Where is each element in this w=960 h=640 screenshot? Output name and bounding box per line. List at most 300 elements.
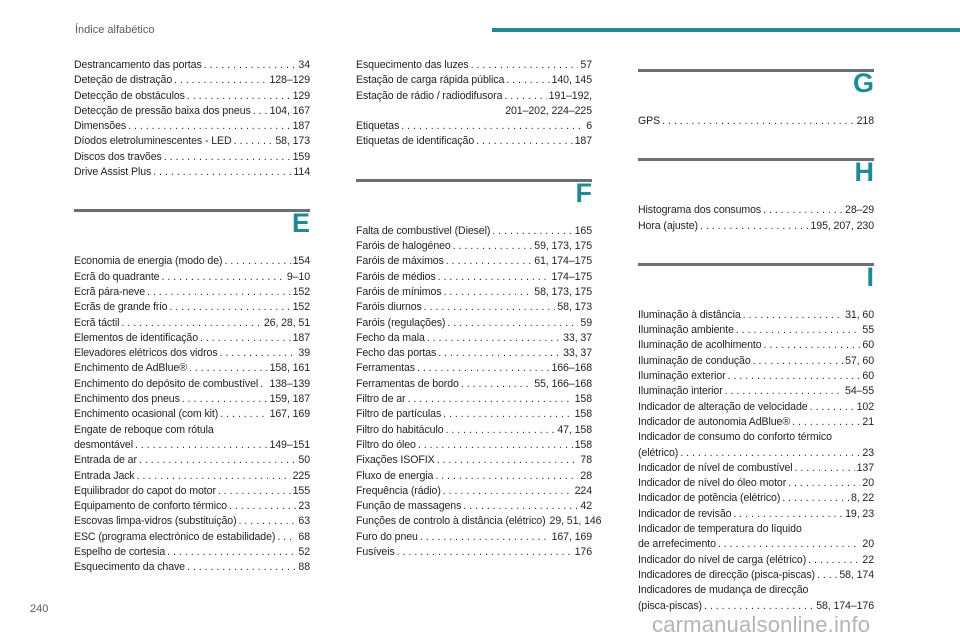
- index-entry-term: Economia de energia (modo de): [74, 255, 223, 268]
- dot-leader: [224, 254, 290, 269]
- index-entry: [356, 73, 592, 88]
- index-entry-row: [356, 58, 592, 73]
- index-entry-pages: 158: [574, 393, 592, 406]
- index-entry-row: [356, 499, 592, 514]
- section-divider: [638, 158, 874, 161]
- dot-leader: [397, 545, 573, 560]
- index-entry-pages: 9–10: [286, 270, 310, 283]
- index-entry: [74, 89, 310, 104]
- index-entry-pages: 174–175: [551, 270, 592, 283]
- dot-leader: [139, 453, 297, 468]
- index-entry-row: [638, 114, 874, 129]
- index-entry-term: Faróis de médios: [356, 270, 436, 283]
- dot-leader: [453, 239, 533, 254]
- dot-leader: [174, 73, 267, 88]
- index-entry: [356, 224, 592, 239]
- index-entry: [356, 484, 592, 499]
- index-entry-pages: 57: [580, 59, 592, 71]
- index-entry: [356, 58, 592, 73]
- index-entry: [638, 461, 874, 476]
- index-entry-row: [356, 224, 592, 239]
- index-entry: [74, 545, 310, 560]
- index-entry-pages: 22: [862, 553, 874, 566]
- index-entry-term: Filtro do óleo: [356, 438, 416, 451]
- dot-leader: [218, 484, 291, 499]
- dot-leader: [164, 150, 291, 165]
- dot-leader: [736, 323, 861, 338]
- index-entry: [74, 270, 310, 285]
- index-entry-term: Enchimento dos pneus: [74, 393, 180, 406]
- index-entry: [356, 239, 592, 254]
- index-entry-row: [638, 203, 874, 218]
- index-entry: [74, 392, 310, 407]
- index-entry-pages: 34: [298, 59, 310, 71]
- index-entry-pages: 176: [574, 546, 592, 559]
- index-entry: [74, 254, 310, 269]
- index-entry-row: [638, 384, 874, 399]
- index-entry-term: Indicador do nível de carga (elétrico): [638, 553, 807, 566]
- index-entry-row: [74, 545, 310, 560]
- dot-leader: [137, 469, 291, 484]
- index-entry: [638, 338, 874, 353]
- dot-leader: [407, 392, 572, 407]
- dot-leader: [447, 316, 578, 331]
- index-entry-row: [638, 400, 874, 415]
- dot-leader: [795, 461, 855, 476]
- index-entry-term: Ecrãs de grande frio: [74, 301, 168, 314]
- index-entry: [356, 499, 592, 514]
- index-entry-row: [74, 316, 310, 331]
- index-entry-pages: 68: [298, 530, 310, 543]
- index-entry-term: Indicador de nível do óleo motor: [638, 477, 787, 490]
- section-divider: [74, 209, 310, 212]
- index-entry-term: ESC (programa electrónico de estabilidade): [74, 530, 276, 543]
- index-entry: [74, 104, 310, 119]
- index-entry-pages: 224: [574, 484, 592, 497]
- dot-leader: [700, 219, 809, 234]
- dot-leader: [220, 407, 267, 422]
- index-entry: [74, 134, 310, 149]
- index-entry-row: [74, 453, 310, 468]
- index-entry-pages: 152: [292, 301, 310, 314]
- index-entry-term: Filtro do habitáculo: [356, 423, 444, 436]
- index-entry: [74, 150, 310, 165]
- index-entry-term: Função de massagens: [356, 500, 462, 513]
- index-entry: [356, 331, 592, 346]
- dot-leader: [420, 530, 550, 545]
- dot-leader: [504, 89, 546, 104]
- index-entry-term: Detecção de pressão baixa dos pneus: [74, 104, 251, 117]
- index-entry-term: Indicador de potência (elétrico): [638, 492, 781, 505]
- index-entry-term-line: Indicador de temperatura do líquido: [638, 523, 802, 536]
- dot-leader: [506, 73, 549, 88]
- index-entry: [356, 119, 592, 134]
- index-entry-row: [356, 469, 592, 484]
- index-entry: [356, 89, 592, 120]
- dot-leader: [817, 568, 837, 583]
- index-entry-row: [356, 73, 592, 88]
- index-entry-row: [74, 377, 310, 392]
- index-entry: [356, 545, 592, 560]
- index-entry-row: [638, 461, 874, 476]
- index-entry: [356, 285, 592, 300]
- index-entry: [74, 453, 310, 468]
- index-entry-term: Deteção de distração: [74, 74, 173, 87]
- index-entry: [74, 346, 310, 361]
- index-entry-row: [74, 119, 310, 134]
- watermark: carmanualsonline.info: [652, 612, 871, 637]
- index-entry: [74, 361, 310, 376]
- index-entry-row: [638, 507, 874, 522]
- index-entry-term: Indicador de revisão: [638, 507, 732, 520]
- index-entry: [356, 316, 592, 331]
- index-entry-row: [74, 104, 310, 119]
- index-entry: [356, 530, 592, 545]
- index-entry-term: Ecrã táctil: [74, 316, 120, 329]
- index-entry-row: [74, 346, 310, 361]
- dot-leader: [229, 499, 296, 514]
- index-entry-row: [356, 377, 592, 392]
- index-entry-row: [356, 316, 592, 331]
- index-entry-term: (pisca-piscas): [638, 599, 702, 612]
- index-entry-pages: 138–139: [269, 377, 310, 390]
- dot-leader: [446, 423, 556, 438]
- section-header: [638, 58, 874, 114]
- section-divider: [638, 263, 874, 266]
- index-entry: [74, 165, 310, 180]
- dot-leader: [446, 254, 532, 269]
- dot-leader: [728, 369, 861, 384]
- index-entry-row: [356, 285, 592, 300]
- index-entry-pages: 191–192,: [548, 89, 592, 102]
- index-entry: [638, 507, 874, 522]
- index-entry-term: Esquecimento da chave: [74, 561, 185, 574]
- dot-leader: [427, 331, 561, 346]
- dot-leader: [438, 270, 550, 285]
- index-entry-term: Detecção de obstáculos: [74, 89, 185, 102]
- index-entry-term: Funções de controlo à distância (elétrico): [356, 515, 546, 528]
- index-entry-term: Díodos eletroluminescentes - LED: [74, 135, 232, 148]
- index-entry-pages: 167, 169: [551, 530, 592, 543]
- index-entry-row: [356, 254, 592, 269]
- index-entry-term: Frequência (rádio): [356, 484, 441, 497]
- index-entry-pages: 167, 169: [269, 408, 310, 421]
- index-entry: [356, 392, 592, 407]
- index-entry-pages: 39: [298, 347, 310, 360]
- index-entry-row: [74, 134, 310, 149]
- dot-leader: [476, 134, 572, 149]
- section-divider: [638, 69, 874, 72]
- index-entry: [638, 203, 874, 218]
- index-entry-pages-continued: 201–202, 224–225: [505, 104, 592, 117]
- index-entry-term: Fluxo de energia: [356, 469, 434, 482]
- dot-leader: [277, 530, 296, 545]
- index-entry: [638, 308, 874, 323]
- index-column-1: [74, 58, 310, 576]
- index-entry-term: Fixações ISOFIX: [356, 454, 435, 467]
- index-entry-row: [74, 407, 310, 422]
- dot-leader: [763, 203, 843, 218]
- dot-leader: [680, 446, 860, 461]
- index-entry-term: Indicador de alteração de velocidade: [638, 400, 808, 413]
- dot-leader: [189, 361, 268, 376]
- index-entry-row: [638, 308, 874, 323]
- index-entry-term: Ferramentas: [356, 362, 415, 375]
- dot-leader: [401, 119, 584, 134]
- index-entry-row: [638, 537, 874, 552]
- dot-leader: [161, 270, 284, 285]
- index-entry-pages: 19, 23: [845, 507, 874, 520]
- index-entry-term: Etiquetas: [356, 120, 400, 133]
- index-entry-row: [356, 453, 592, 468]
- section-letter: I: [866, 261, 874, 292]
- index-entry-pages: 21: [862, 415, 874, 428]
- index-entry-pages: 58, 174: [839, 568, 874, 581]
- index-entry-pages: 187: [292, 120, 310, 133]
- index-entry-pages: 225: [292, 469, 310, 482]
- dot-leader: [743, 308, 844, 323]
- dot-leader: [435, 469, 578, 484]
- index-entry: [356, 469, 592, 484]
- index-entry-row: [638, 476, 874, 491]
- index-entry-term: Ecrã do quadrante: [74, 270, 160, 283]
- dot-leader: [788, 476, 860, 491]
- index-entry: [356, 270, 592, 285]
- index-entry-term: Discos dos travões: [74, 150, 162, 163]
- index-entry-pages: 187: [574, 135, 592, 148]
- index-entry-pages: 58, 173: [557, 301, 592, 314]
- index-entry-row: [356, 545, 592, 560]
- dot-leader: [220, 346, 297, 361]
- index-entry: [356, 254, 592, 269]
- index-entry: [74, 331, 310, 346]
- dot-leader: [239, 514, 297, 529]
- section-letter: E: [291, 208, 310, 239]
- index-entry-pages: 42: [580, 500, 592, 513]
- index-entry: [638, 354, 874, 369]
- index-entry: [638, 476, 874, 491]
- index-entry-pages: 104, 167: [269, 104, 310, 117]
- index-entry: [356, 514, 602, 529]
- index-entry-row: [638, 553, 874, 568]
- page-number: 240: [30, 603, 49, 615]
- index-entry-term: GPS: [638, 115, 661, 127]
- index-entry-row: [638, 491, 874, 506]
- dot-leader: [463, 499, 578, 514]
- index-entry-pages: 88: [298, 561, 310, 574]
- index-entry-row: [356, 89, 592, 104]
- index-entry-term: Esquecimento das luzes: [356, 59, 469, 71]
- dot-leader: [733, 507, 843, 522]
- dot-leader: [204, 58, 297, 73]
- index-entry: [356, 438, 592, 453]
- index-entry-term: (elétrico): [638, 446, 679, 459]
- index-entry-row: [74, 484, 310, 499]
- index-entry: [356, 377, 592, 392]
- index-entry-term: Equipamento de conforto térmico: [74, 500, 227, 513]
- index-entry: [74, 73, 310, 88]
- dot-leader: [182, 392, 268, 407]
- index-entry-pages: 140, 145: [551, 74, 592, 87]
- index-entry-row: [356, 239, 592, 254]
- section-header: [74, 198, 310, 254]
- index-entry-term: Faróis de mínimos: [356, 285, 442, 298]
- index-entry-pages: 29, 51, 146: [549, 515, 602, 528]
- index-entry-pages: 20: [862, 538, 874, 551]
- index-entry: [638, 430, 874, 461]
- index-entry-pages: 128–129: [269, 74, 310, 87]
- index-entry-row: [356, 484, 592, 499]
- index-entry-pages: 8, 22: [850, 492, 874, 505]
- index-entry-term: Drive Assist Plus: [74, 166, 152, 179]
- dot-leader: [260, 377, 267, 392]
- index-entry-row: [356, 331, 592, 346]
- index-entry-term: Equilibrador do capot do motor: [74, 484, 216, 497]
- index-entry: [638, 323, 874, 338]
- index-entry-term: Faróis de halogéneo: [356, 240, 451, 253]
- section-letter: F: [575, 177, 592, 208]
- index-entry: [638, 384, 874, 399]
- index-entry-row: [638, 354, 874, 369]
- index-entry: [638, 568, 874, 583]
- index-entry: [74, 499, 310, 514]
- section-header: [356, 168, 592, 224]
- index-entry-term: Fecho da mala: [356, 331, 425, 344]
- index-entry-row: [638, 338, 874, 353]
- index-entry-term: Fecho das portas: [356, 347, 437, 360]
- index-entry-row: [74, 560, 310, 575]
- index-entry-term: Indicador de nível de combustível: [638, 461, 793, 474]
- dot-leader: [662, 114, 855, 129]
- index-entry-pages: 159: [292, 150, 310, 163]
- index-entry-term: Hora (ajuste): [638, 219, 698, 232]
- index-entry-pages: 28–29: [845, 204, 874, 217]
- index-entry-pages: 23: [862, 446, 874, 459]
- index-entry-term: Iluminação à distância: [638, 308, 741, 321]
- index-entry-row: [356, 300, 592, 315]
- index-entry-pages: 78: [580, 454, 592, 467]
- dot-leader: [782, 491, 849, 506]
- dot-leader: [437, 453, 579, 468]
- dot-leader: [200, 331, 291, 346]
- index-entry: [638, 553, 874, 568]
- index-entry-pages: 149–151: [269, 438, 310, 451]
- dot-leader: [253, 104, 268, 119]
- index-entry-pages: 57, 60: [845, 354, 874, 367]
- dot-leader: [718, 537, 861, 552]
- index-entry-term: Etiquetas de identificação: [356, 135, 475, 148]
- index-entry-term-line: Engate de reboque com rótula: [74, 423, 214, 436]
- index-entry: [74, 377, 310, 392]
- index-entry-term: Dimensões: [74, 120, 127, 133]
- index-entry-pages: 137: [856, 461, 874, 474]
- index-entry-row: [74, 165, 310, 180]
- index-entry-row: [638, 446, 874, 461]
- index-entry-pages: 55: [862, 324, 874, 337]
- index-entry-row: [638, 323, 874, 338]
- index-entry-pages: 60: [862, 339, 874, 352]
- index-entry: [638, 522, 874, 553]
- index-entry-row: [74, 150, 310, 165]
- index-entry-pages: 114: [293, 166, 310, 179]
- dot-leader: [418, 438, 573, 453]
- index-entry: [74, 469, 310, 484]
- index-entry-row: [74, 270, 310, 285]
- index-entry-pages: 195, 207, 230: [810, 219, 874, 232]
- index-entry-pages: 58, 173, 175: [534, 285, 592, 298]
- index-entry-pages: 129: [292, 89, 310, 102]
- index-entry: [356, 300, 592, 315]
- dot-leader: [424, 300, 556, 315]
- index-column-3: [638, 58, 874, 614]
- dot-leader: [121, 316, 261, 331]
- index-entry-term: Iluminação interior: [638, 385, 723, 398]
- index-entry-pages: 159, 187: [269, 393, 310, 406]
- index-entry-row: [74, 285, 310, 300]
- index-entry-row: [74, 89, 310, 104]
- index-entry-term: Histograma dos consumos: [638, 204, 762, 217]
- index-entry: [74, 316, 310, 331]
- index-entry-row: [638, 219, 874, 234]
- index-column-2: [356, 58, 602, 560]
- dot-leader: [753, 354, 843, 369]
- index-entry: [74, 560, 310, 575]
- index-entry-pages: 58, 174–176: [816, 599, 874, 612]
- index-entry-row: [356, 119, 592, 134]
- index-entry: [74, 300, 310, 315]
- index-entry-pages: 155: [292, 484, 310, 497]
- index-entry-pages: 152: [292, 285, 310, 298]
- index-entry-pages: 165: [574, 224, 592, 237]
- dot-leader: [169, 300, 290, 315]
- index-entry-row: [356, 407, 592, 422]
- page-header-title: Índice alfabético: [75, 24, 155, 36]
- index-entry-row: [74, 392, 310, 407]
- index-entry-row: [74, 530, 310, 545]
- dot-leader: [187, 89, 291, 104]
- index-entry-term: Iluminação exterior: [638, 370, 726, 383]
- index-entry-row: [74, 331, 310, 346]
- index-entry-term: Faróis diurnos: [356, 301, 422, 314]
- index-entry-term: Fusíveis: [356, 546, 395, 559]
- index-entry: [356, 453, 592, 468]
- index-entry-pages: 28: [580, 469, 592, 482]
- index-entry-pages: 61, 174–175: [534, 255, 592, 268]
- index-entry-row: [74, 469, 310, 484]
- index-entry-pages: 20: [862, 477, 874, 490]
- index-entry-term-line: Indicador de consumo do conforto térmico: [638, 431, 832, 444]
- index-entry: [74, 423, 310, 454]
- index-entry-pages: 58, 173: [275, 135, 310, 148]
- index-entry-term: Elevadores elétricos dos vidros: [74, 347, 218, 360]
- index-entry-row: [74, 73, 310, 88]
- index-entry-row: [356, 514, 602, 529]
- index-entry-term: Elementos de identificação: [74, 331, 199, 344]
- index-entry-row: [356, 530, 592, 545]
- dot-leader: [135, 438, 267, 453]
- index-entry-term: Ferramentas de bordo: [356, 377, 459, 390]
- index-entry-pages: 158, 161: [269, 362, 310, 375]
- index-entry-pages: 102: [856, 400, 874, 413]
- index-entry-term: Indicadores de direcção (pisca-piscas): [638, 568, 815, 581]
- index-entry-term: de arrefecimento: [638, 538, 716, 551]
- index-entry-row: [356, 346, 592, 361]
- index-entry: [638, 415, 874, 430]
- index-entry-row: [638, 369, 874, 384]
- dot-leader: [167, 545, 296, 560]
- index-entry-pages: 63: [298, 515, 310, 528]
- dot-leader: [128, 119, 291, 134]
